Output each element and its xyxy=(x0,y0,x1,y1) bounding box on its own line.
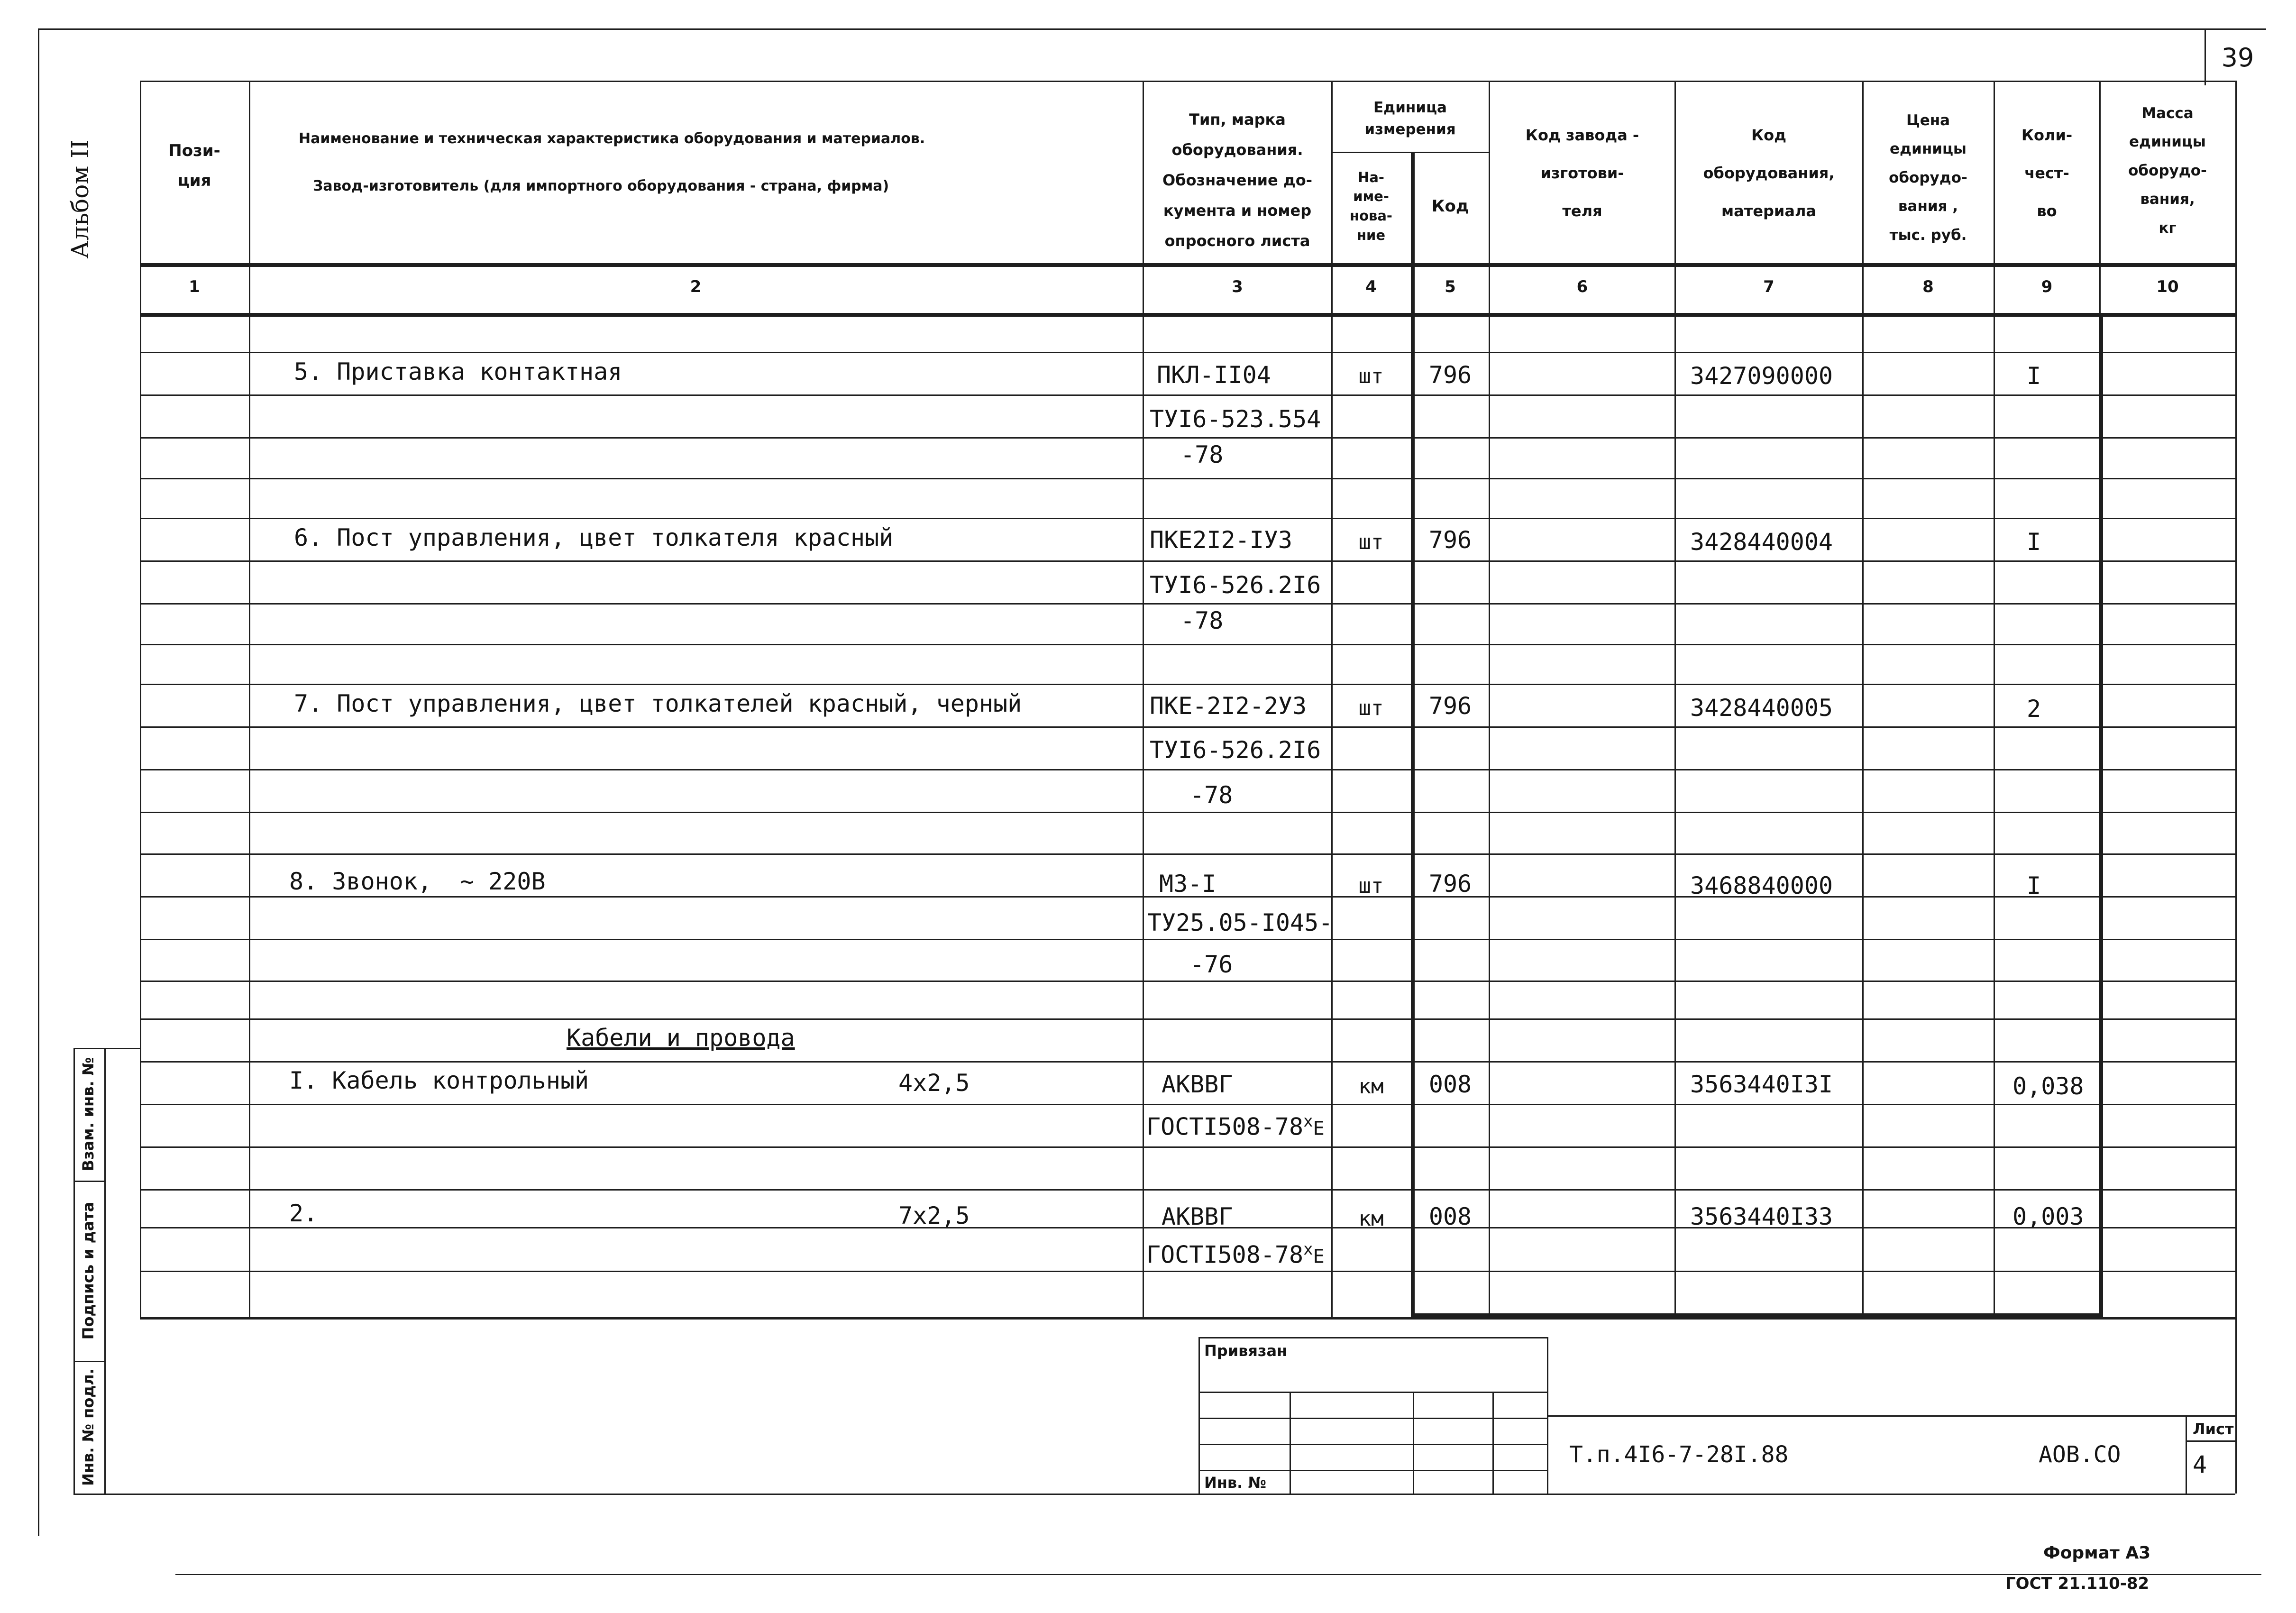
item-name: 8. Звонок, xyxy=(289,868,432,895)
cable-type-2: $ГОСТI508-78^хЕ$ xyxy=(1146,1112,1325,1141)
header-bottom xyxy=(140,263,2235,267)
body-box-top xyxy=(1411,313,2103,317)
header-type: Тип, марка оборудования. Обозначение до- кумента и номер опросного листа xyxy=(1162,110,1312,250)
stamp-inv: Инв. № подл. xyxy=(79,1368,97,1486)
privyazan-line-1 xyxy=(1198,1392,1547,1393)
header-mass: Масса единицы оборудо- вания, кг xyxy=(2128,104,2207,237)
page-number-box-left xyxy=(2205,28,2206,85)
privyazan-col-2 xyxy=(1413,1392,1414,1494)
block-bottom xyxy=(140,1494,2235,1495)
item-equip-code: 3428440005 xyxy=(1690,694,1833,722)
privyazan-col-1 xyxy=(1290,1392,1291,1494)
item-unit-code: 796 xyxy=(1428,526,1472,554)
col-line-2 xyxy=(1143,81,1144,1317)
item-unit: шт xyxy=(1358,696,1384,720)
row-line xyxy=(140,726,2235,728)
footer-line xyxy=(175,1574,2261,1575)
side-strip-bottom xyxy=(73,1494,140,1495)
cable-type-2: $ГОСТI508-78^хЕ$ xyxy=(1146,1240,1325,1269)
cable-qty: 0,003 xyxy=(2012,1203,2084,1230)
item-type-3: -78 xyxy=(1180,607,1224,634)
stamp-podpis: Подпись и дата xyxy=(79,1201,97,1340)
sheet-box-sep xyxy=(2186,1440,2235,1442)
item-type-1: ПКЕ-2I2-2У3 xyxy=(1150,692,1307,720)
section-title: Кабели и провода xyxy=(567,1024,795,1052)
col-line-6 xyxy=(1674,81,1676,1317)
row-line xyxy=(140,684,2235,685)
cable-type-1: АКВВГ xyxy=(1162,1071,1233,1098)
row-line xyxy=(140,939,2235,940)
sheet-box-left xyxy=(2186,1415,2187,1494)
doc-suffix: АОВ.СО xyxy=(2039,1441,2121,1468)
row-line xyxy=(140,1018,2235,1020)
item-equip-code: 3428440004 xyxy=(1690,528,1833,556)
cable-unit-code: 008 xyxy=(1428,1203,1472,1230)
table-top xyxy=(140,81,2235,82)
col-line-4b xyxy=(1411,313,1415,1317)
header-unit: Единица измерения xyxy=(1364,99,1456,138)
col-number-4: 4 xyxy=(1365,277,1377,296)
col-line-1 xyxy=(249,81,250,1317)
col-number-2: 2 xyxy=(690,277,702,296)
frame-left xyxy=(38,28,39,1536)
format-label: Формат А3 xyxy=(2043,1543,2151,1563)
col-line-10 xyxy=(2235,81,2237,1317)
row-line xyxy=(140,437,2235,439)
item-equip-code: 3468840000 xyxy=(1690,872,1833,899)
doc-block-top xyxy=(1547,1415,2235,1417)
sheet-number: 4 xyxy=(2193,1451,2207,1478)
cable-size: 7х2,5 xyxy=(898,1202,970,1229)
block-right xyxy=(2235,1317,2237,1494)
row-line xyxy=(140,394,2235,396)
item-qty: I xyxy=(2026,362,2041,390)
col-line-9b xyxy=(2099,313,2103,1317)
row-line xyxy=(140,1189,2235,1191)
gost-label: ГОСТ 21.110-82 xyxy=(2005,1574,2150,1593)
item-unit: шт xyxy=(1358,874,1384,898)
col-number-5: 5 xyxy=(1445,277,1456,296)
item-type-2: ТУI6-526.2I6 xyxy=(1150,736,1321,764)
privyazan-line-4 xyxy=(1198,1470,1547,1471)
header-position: Пози- ция xyxy=(168,141,220,190)
item-unit-code: 796 xyxy=(1428,692,1472,720)
header-name-2: Завод-изготовитель (для импортного оборудования - страна, фирма) xyxy=(313,178,889,194)
row-line xyxy=(140,560,2235,562)
side-strip-right xyxy=(104,1048,106,1494)
item-type-2: ТУ25.05-I045- xyxy=(1147,909,1333,936)
cable-name: I. Кабель контрольный xyxy=(289,1067,589,1094)
header-unit-code: Код xyxy=(1431,196,1469,216)
row-line xyxy=(140,769,2235,770)
item-type-3: -76 xyxy=(1190,951,1233,978)
side-strip-left xyxy=(73,1048,75,1494)
row-line xyxy=(140,981,2235,982)
row-line xyxy=(140,644,2235,645)
cable-type-1: АКВВГ xyxy=(1162,1203,1233,1230)
item-name: 6. Пост управления, цвет толкателя красный xyxy=(294,524,894,551)
row-line xyxy=(140,1104,2235,1105)
col-line-7 xyxy=(1862,81,1864,1317)
sheet-label: Лист xyxy=(2193,1420,2234,1438)
privyazan-top xyxy=(1198,1337,1547,1338)
privyazan-label: Привязан xyxy=(1204,1342,1288,1360)
side-strip-sep-1 xyxy=(73,1181,104,1182)
item-qty: I xyxy=(2026,872,2041,899)
col-number-8: 8 xyxy=(1922,277,1934,296)
cable-unit: км xyxy=(1358,1074,1384,1099)
row-line xyxy=(140,1271,2235,1272)
row-line xyxy=(140,1061,2235,1063)
frame-top xyxy=(38,28,2266,30)
col-number-10: 10 xyxy=(2156,277,2179,296)
cable-equip-code: 3563440I33 xyxy=(1690,1203,1833,1230)
item-name: 7. Пост управления, цвет толкателей красный, черный xyxy=(294,690,1022,717)
item-type-3: -78 xyxy=(1180,441,1224,468)
item-qty: I xyxy=(2026,528,2041,556)
privyazan-col-3 xyxy=(1492,1392,1494,1494)
item-unit-code: 796 xyxy=(1428,870,1472,898)
page-number: 39 xyxy=(2221,43,2254,73)
row-line xyxy=(140,518,2235,519)
unit-split xyxy=(1331,152,1489,153)
item-name: 5. Приставка контактная xyxy=(294,358,622,385)
stamp-vzam: Взам. инв. № xyxy=(79,1057,97,1172)
item-qty: 2 xyxy=(2026,695,2041,723)
inv-no-label: Инв. № xyxy=(1204,1474,1266,1492)
cable-qty: 0,038 xyxy=(2012,1072,2084,1100)
col-line-0 xyxy=(140,81,141,1317)
cable-unit-code: 008 xyxy=(1428,1071,1472,1098)
header-equip-code: Код оборудования, материала xyxy=(1703,126,1835,220)
row-line xyxy=(140,1146,2235,1148)
header-unit-name: На- име- нова- ние xyxy=(1350,169,1392,243)
cable-equip-code: 3563440I3I xyxy=(1690,1071,1833,1098)
item-type-1: ПКЕ2I2-IУ3 xyxy=(1150,526,1293,554)
item-name-extra: ~ 220В xyxy=(460,868,546,895)
row-line xyxy=(140,478,2235,479)
row-line xyxy=(140,853,2235,855)
col-number-9: 9 xyxy=(2041,277,2053,296)
privyazan-line-2 xyxy=(1198,1418,1547,1419)
row-line xyxy=(140,352,2235,353)
privyazan-line-3 xyxy=(1198,1444,1547,1445)
item-unit-code: 796 xyxy=(1428,361,1472,389)
cable-name: 2. xyxy=(289,1200,318,1227)
col-line-3 xyxy=(1331,81,1333,1317)
item-type-3: -78 xyxy=(1190,781,1233,809)
header-qty: Коли- чест- во xyxy=(2021,126,2073,220)
col-number-6: 6 xyxy=(1576,277,1588,296)
item-unit: шт xyxy=(1358,530,1384,554)
col-number-3: 3 xyxy=(1232,277,1243,296)
cable-size: 4х2,5 xyxy=(898,1069,970,1097)
item-equip-code: 3427090000 xyxy=(1690,362,1833,390)
row-line xyxy=(140,603,2235,605)
item-unit: шт xyxy=(1358,364,1384,388)
col-line-8 xyxy=(1994,81,1995,1317)
item-type-2: ТУI6-523.554 xyxy=(1150,405,1321,433)
item-type-2: ТУI6-526.2I6 xyxy=(1150,571,1321,599)
item-type-1: ПКЛ-II04 xyxy=(1157,361,1271,389)
table-bottom xyxy=(140,1317,2235,1320)
col-number-7: 7 xyxy=(1763,277,1775,296)
header-name-1: Наименование и техническая характеристика оборудования и материалов. xyxy=(299,130,925,147)
cable-unit: км xyxy=(1358,1207,1384,1231)
col-number-1: 1 xyxy=(189,277,200,296)
album-label: Альбом II xyxy=(66,139,94,259)
col-line-5 xyxy=(1489,81,1490,1317)
body-box-bottom xyxy=(1411,1313,2103,1317)
row-line xyxy=(140,812,2235,813)
doc-code: Т.п.4I6-7-28I.88 xyxy=(1569,1441,1789,1468)
item-type-1: МЗ-I xyxy=(1159,870,1217,898)
header-factory-code: Код завода - изготови- теля xyxy=(1525,126,1639,220)
header-price: Цена единицы оборудо- вания , тыс. руб. xyxy=(1889,111,1967,244)
